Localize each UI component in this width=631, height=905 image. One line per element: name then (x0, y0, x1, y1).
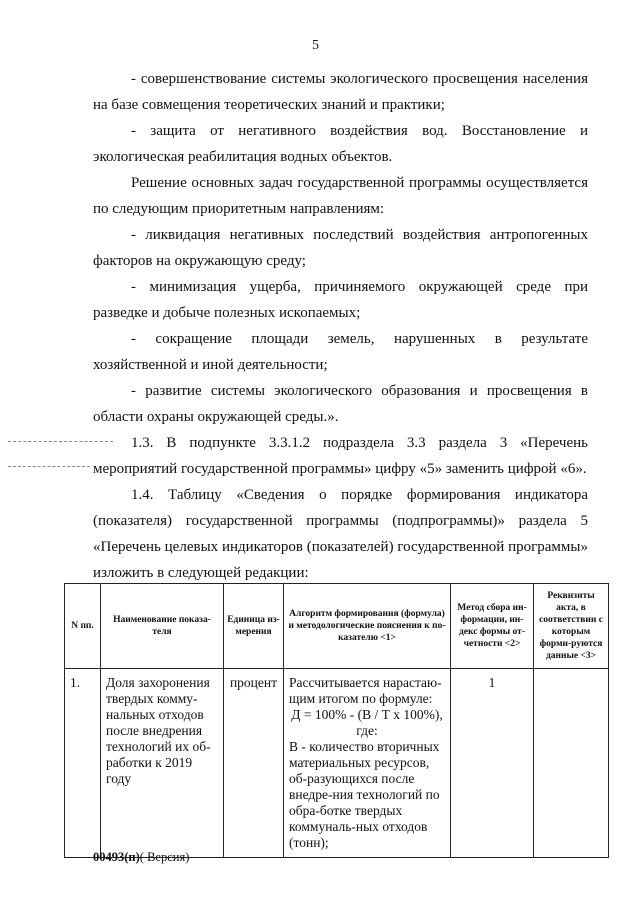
paragraph-education: - совершенствование системы экологического просвещения населения на базе совмещения теоретических знаний и практики; (93, 71, 588, 113)
paragraph-minimization: - минимизация ущерба, причиняемого окружающей среде при разведке и добыче полезных ископаемых; (93, 279, 588, 321)
paragraph-liquidation: - ликвидация негативных последствий воздействия антропогенных факторов на окружающую среду; (93, 227, 588, 269)
table-header-row (65, 584, 609, 669)
header-number: N пп. (65, 584, 101, 669)
algorithm-description: В - количество вторичных материальных ресурсов, об-разующихся после внедре-ния технологий по обра-ботке твердых коммуналь-ных отходов (тонн); (289, 739, 440, 850)
header-collection-method: Метод сбора ин-формации, ин-декс формы от-четности <2> (451, 584, 534, 669)
cell-indicator-name: Доля захоронения твердых комму-нальных отходов после внедрения технологий их об-работки к 2019 году (101, 669, 224, 858)
document-version: ( Версия) (139, 850, 190, 864)
cell-collection-method: 1 (451, 669, 534, 858)
algorithm-where: где: (356, 723, 378, 738)
algorithm-intro: Рассчитывается нарастаю-щим итогом по формуле: (289, 675, 442, 706)
paragraph-water-protection: - защита от негативного воздействия вод. Восстановление и экологическая реабилитация водных объектов. (93, 123, 588, 165)
paragraph-item-1-3: 1.3. В подпункте 3.3.1.2 подраздела 3.3 раздела 3 «Перечень мероприятий государственной программы» цифру «5» заменить цифрой «6». (93, 435, 588, 477)
cell-unit: процент (224, 669, 284, 858)
paragraph-priorities-intro: Решение основных задач государственной программы осуществляется по следующим приоритетным направлениям: (93, 175, 588, 217)
paragraph-eco-education: - развитие системы экологического образования и просвещения в области охраны окружающей среды.». (93, 383, 588, 425)
header-unit: Единица из-мерения (224, 584, 284, 669)
footer-document-code (93, 850, 189, 865)
cell-number: 1. (65, 669, 101, 858)
header-act-requisites: Реквизиты акта, в соответствии с которым форми-руются данные <3> (534, 584, 609, 669)
cell-act-requisites (534, 669, 609, 858)
cell-algorithm (284, 669, 451, 858)
margin-mark-2 (8, 466, 90, 467)
page-number: 5 (312, 38, 319, 53)
header-algorithm: Алгоритм формирования (формула) и методологические пояснения к по-казателю <1> (284, 584, 451, 669)
table-row (65, 669, 609, 858)
paragraph-land-reduction: - сокращение площади земель, нарушенных в результате хозяйственной и иной деятельности; (93, 331, 588, 373)
document-code: 00493(п) (93, 850, 140, 864)
indicator-table (64, 583, 609, 858)
algorithm-formula: Д = 100% - (В / Т х 100%), (291, 707, 443, 722)
paragraph-item-1-4: 1.4. Таблицу «Сведения о порядке формирования индикатора (показателя) государственной программы (подпрограммы)» раздела 5 «Перечень целевых индикаторов (показателей) государственной программы» изложить в следующей редакции: (93, 487, 588, 581)
header-indicator-name: Наименование показа-теля (101, 584, 224, 669)
